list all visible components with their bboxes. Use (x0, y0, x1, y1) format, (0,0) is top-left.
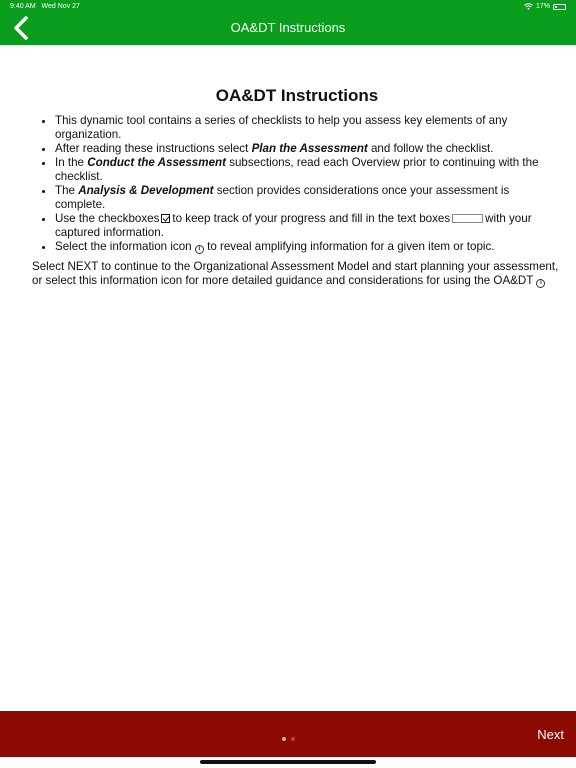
checkbox-icon (161, 214, 170, 223)
plan-assessment-emphasis: Plan the Assessment (251, 142, 368, 155)
conduct-assessment-emphasis: Conduct the Assessment (87, 156, 226, 169)
bullet-text: to reveal amplifying information for a given item or topic. (207, 240, 495, 253)
footer-bar (0, 711, 576, 757)
status-bar-right (524, 3, 566, 10)
battery-percent: 17% (535, 3, 550, 10)
wifi-icon (524, 3, 533, 10)
bullet-text: with your captured information. (55, 212, 532, 239)
next-button[interactable]: Next (537, 727, 564, 742)
bullet-text: Select the information icon (55, 240, 192, 253)
app-header (0, 0, 576, 45)
bullet-text: After reading these instructions select (55, 142, 252, 155)
status-bar-time (10, 3, 80, 10)
instructions-list (32, 114, 562, 254)
bullet-text: The (55, 184, 79, 197)
closing-paragraph (32, 260, 562, 288)
battery-icon (553, 4, 566, 10)
bullet-text: This dynamic tool contains a series of checklists to help you assess key elements of any organization. (55, 114, 508, 141)
instructions-content (32, 86, 562, 288)
info-icon[interactable]: i (536, 279, 545, 288)
bullet-text: In the (55, 156, 88, 169)
bullet-text: section provides considerations once your assessment is complete. (55, 184, 510, 211)
analysis-development-emphasis: Analysis & Development (78, 184, 214, 197)
page-indicator (282, 737, 295, 741)
page-dot-active (282, 737, 286, 741)
list-item (55, 142, 562, 156)
list-item (55, 184, 562, 212)
status-date: Wed Nov 27 (41, 3, 80, 10)
page-title: OA&DT Instructions (230, 20, 346, 35)
info-icon: i (195, 245, 204, 254)
bullet-text: and follow the checklist. (367, 142, 494, 155)
bullet-text: to keep track of your progress and fill in the text boxes (172, 212, 451, 225)
closing-text: Select NEXT to continue to the Organizational Assessment Model and start planning your assessment, or select this information icon for more detailed guidance and considerations for using the OA&DT (32, 260, 559, 287)
list-item (55, 114, 562, 142)
status-time: 9:40 AM (10, 3, 36, 10)
list-item (55, 240, 562, 254)
bullet-text: subsections, read each Overview prior to continuing with the checklist. (55, 156, 539, 183)
instructions-heading: OA&DT Instructions (215, 86, 379, 105)
list-item (55, 212, 562, 240)
home-indicator (200, 760, 376, 764)
bullet-text: Use the checkboxes (55, 212, 160, 225)
page-dot-inactive (291, 737, 295, 741)
list-item (55, 156, 562, 184)
sample-text-box (452, 214, 483, 223)
